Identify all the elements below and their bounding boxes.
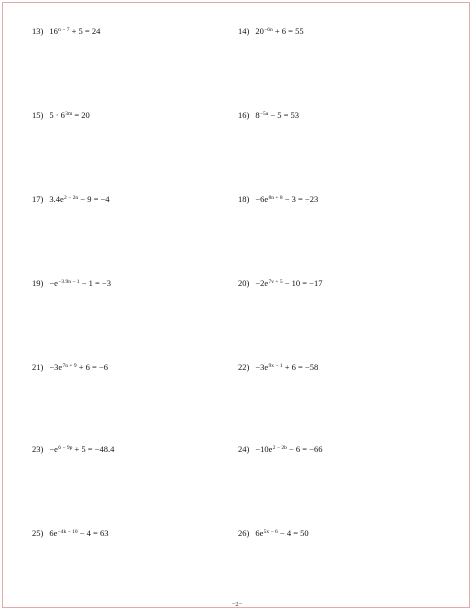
equation-rest: + 5 = 24 — [69, 26, 101, 36]
equation-exponent: −3.9n − 1 — [58, 278, 80, 285]
equation-rest: + 6 = −6 — [76, 362, 108, 372]
problem-number: 13) — [32, 26, 44, 36]
equation-exponent: 3m — [65, 110, 73, 117]
equation-exponent: −6n — [264, 26, 273, 33]
problem-number: 15) — [32, 110, 44, 120]
equation-exponent: 2 − 2b — [272, 444, 287, 451]
problem-25 — [32, 529, 108, 538]
problem-24 — [238, 445, 322, 454]
problem-number: 23) — [32, 444, 44, 454]
problem-22 — [238, 363, 318, 372]
equation-exponent: 5x − 6 — [263, 528, 278, 535]
equation-base: −6e — [255, 194, 269, 204]
problem-number: 18) — [238, 194, 250, 204]
problem-19 — [32, 279, 111, 288]
equation-base: −3e — [49, 362, 63, 372]
problem-16 — [238, 111, 299, 120]
equation-base: −3e — [255, 362, 269, 372]
equation-exponent: 9x − 1 — [268, 362, 283, 369]
equation-base: 5 · 6 — [49, 110, 65, 120]
problem-number: 24) — [238, 444, 250, 454]
equation-rest: − 4 = 63 — [77, 528, 109, 538]
problem-number: 21) — [32, 362, 44, 372]
problem-18 — [238, 195, 318, 204]
equation-rest: − 5 = 53 — [268, 110, 300, 120]
equation-base: 6e — [255, 528, 264, 538]
equation-exponent: 8n + 8 — [268, 194, 283, 201]
problem-13 — [32, 27, 100, 36]
equation-base: 8 — [255, 110, 260, 120]
equation-base: −e — [49, 278, 58, 288]
equation-rest: = 20 — [72, 110, 90, 120]
equation-exponent: 6 − 9p — [58, 444, 73, 451]
equation-exponent: 7v + 5 — [268, 278, 283, 285]
equation-base: −e — [49, 444, 58, 454]
equation-base: −10e — [255, 444, 273, 454]
equation-rest: + 6 = 55 — [272, 26, 304, 36]
problem-number: 14) — [238, 26, 250, 36]
equation-rest: − 10 = −17 — [282, 278, 323, 288]
equation-exponent: n − 7 — [58, 26, 70, 33]
equation-rest: − 3 = −23 — [282, 194, 319, 204]
equation-base: 20 — [255, 26, 264, 36]
equation-rest: − 6 = −66 — [286, 444, 323, 454]
problem-21 — [32, 363, 108, 372]
equation-base: 3.4e — [49, 194, 64, 204]
problem-number: 26) — [238, 528, 250, 538]
problem-number: 22) — [238, 362, 250, 372]
problem-number: 25) — [32, 528, 44, 538]
equation-exponent: −5a — [259, 110, 269, 117]
problem-14 — [238, 27, 304, 36]
equation-rest: + 6 = −58 — [282, 362, 319, 372]
equation-rest: − 1 = −3 — [79, 278, 111, 288]
problem-number: 17) — [32, 194, 44, 204]
equation-base: 6e — [49, 528, 58, 538]
equation-base: 16 — [49, 26, 58, 36]
problem-15 — [32, 111, 90, 120]
problem-17 — [32, 195, 110, 204]
equation-base: −2e — [255, 278, 269, 288]
equation-exponent: 2 − 2n — [64, 194, 79, 201]
problem-26 — [238, 529, 309, 538]
equation-rest: − 9 = −4 — [78, 194, 110, 204]
equation-exponent: −4k − 10 — [57, 528, 78, 535]
problem-number: 20) — [238, 278, 250, 288]
equation-rest: + 5 = −48.4 — [72, 444, 115, 454]
problem-number: 16) — [238, 110, 250, 120]
problem-23 — [32, 445, 114, 454]
page-number: −2− — [231, 601, 243, 608]
page-border — [2, 2, 470, 608]
problem-number: 19) — [32, 278, 44, 288]
equation-exponent: 7n + 9 — [62, 362, 77, 369]
problem-20 — [238, 279, 322, 288]
equation-rest: − 4 = 50 — [277, 528, 309, 538]
